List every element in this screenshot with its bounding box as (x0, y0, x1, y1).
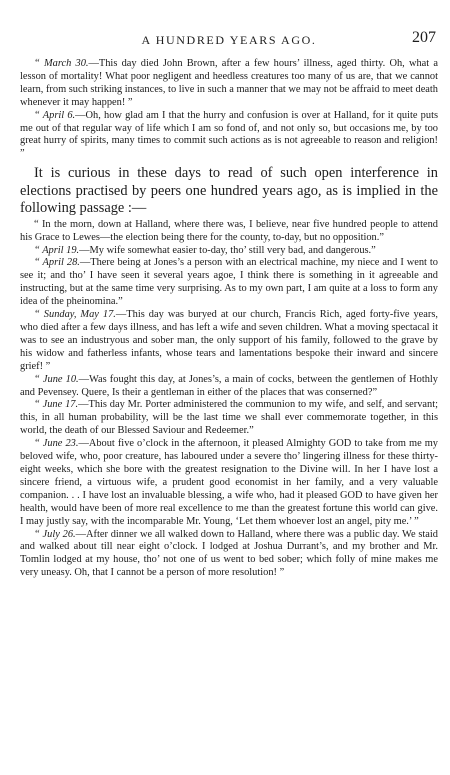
entry-date: “ March 30. (34, 58, 89, 69)
entry-date: “ June 23. (34, 438, 79, 450)
diary-entry-march-30 (20, 58, 438, 110)
diary-entry-june-23 (20, 438, 438, 528)
entry-date: “ April 6. (34, 109, 76, 121)
entry-text: —Oh, how glad am I that the hurry and confusion is over at Halland, for it quite puts me out of that regular way of life which I am so fond of, and not only so, but occasions me, by too great hurry of spirits, many times to commit such actions as is not agreeable to reason and religion! ” (20, 109, 438, 160)
entry-text: —My wife somewhat easier to-day, tho’ still very bad, and dangerous.” (79, 244, 376, 256)
entry-date: “ April 19. (34, 244, 80, 256)
diary-entry-election (20, 219, 438, 245)
diary-entry-june-17 (20, 399, 438, 438)
entry-text: —About five o’clock in the afternoon, it pleased Almighty GOD to take from me my beloved wife, who, poor creature, has laboured under a severe tho’ lingering illness for these thirty-eight weeks, which she bore with the greatest resignation to the Divine will. In her I have lost a sincere friend, a virtuous wife, a prudent good economist in her family, and a very valuable companion. . . I have lost an invaluable blessing, a wife who, had it pleased GOD to have given her health, would have been of more real excellence to me than the greatest fortune this world can give. I may justly say, with the incomparable Mr. Young, ‘Let them whoever lost an angel, pity me.’ ” (20, 438, 438, 527)
diary-entry-april-19 (20, 245, 438, 258)
book-page (20, 28, 438, 580)
entry-text: “ In the morn, down at Halland, where there was, I believe, near five hundred people to attend his Grace to Lewes—the election being there for the county, to-day, but no opposition.” (20, 218, 438, 243)
diary-entry-april-6 (20, 110, 438, 162)
entry-text: —Was fought this day, at Jones’s, a main of cocks, between the gentlemen of Hothly and Pevensey. Quere, Is their a gentleman in either of the places that was conserned?” (20, 373, 438, 398)
page-number: 207 (412, 29, 436, 46)
entry-date: “ April 28. (34, 257, 80, 269)
diary-entry-july-26 (20, 529, 438, 581)
entry-text: —There being at Jones’s a person with an electrical machine, my niece and I went to see it; and tho’ I have seen it several years agoe, I think there is something in it agreeable and instructing, but at the same time very surprising. As to my own part, I am quite at a loss to form any idea of the pheinomina.” (20, 257, 438, 308)
entry-text: —After dinner we all walked down to Halland, where there was a public day. We staid and walked about till near eight o’clock. I lodged at Joshua Durrant’s, and my brother and Mr. Tomlin lodged at my house, tho’ not one of us went to bed sober; which folly of mine makes me very uneasy. Oh, that I cannot be a person of more resolution! ” (20, 528, 438, 579)
entry-text: —This day was buryed at our church, Francis Rich, aged forty-five years, who died after a few days illness, and has left a wife and seven children. What a moving spectacal it was to see an industryous and sober man, the only support of his family, followed to the grave by his widow and fatherless infants, whose tears and lamentations bespoke their inward and sincere grief! ” (20, 309, 438, 372)
entry-date: “ July 26. (34, 528, 76, 540)
running-header (20, 28, 438, 48)
entry-date: “ June 10. (34, 373, 79, 385)
entry-date: “ June 17. (34, 399, 79, 411)
page-body (20, 58, 438, 580)
running-title: A HUNDRED YEARS AGO. (141, 33, 317, 47)
entry-text: —This day died John Brown, after a few hours’ illness, aged thirty. Oh, what a lesson of mortality! What poor negligent and heedless creatures too many of us are, that we cannot learn, from such striking instances, to live in such a manner that we may not be affraid to meet death whenever it may happen! ” (20, 58, 438, 108)
narrative-paragraph: It is curious in these days to read of such open interference in elections practised by peers one hundred years ago, as is implied in the following passage :— (20, 165, 438, 217)
diary-entry-april-28 (20, 257, 438, 309)
entry-text: —This day Mr. Porter administered the communion to my wife, and self, and servant; this, in all human probability, will be the last time we shall ever commemorate together, in this world, the death of our Blessed Saviour and Redeemer.” (20, 399, 438, 437)
diary-entry-june-10 (20, 374, 438, 400)
diary-entry-may-17 (20, 309, 438, 374)
entry-date: “ Sunday, May 17. (34, 309, 116, 321)
